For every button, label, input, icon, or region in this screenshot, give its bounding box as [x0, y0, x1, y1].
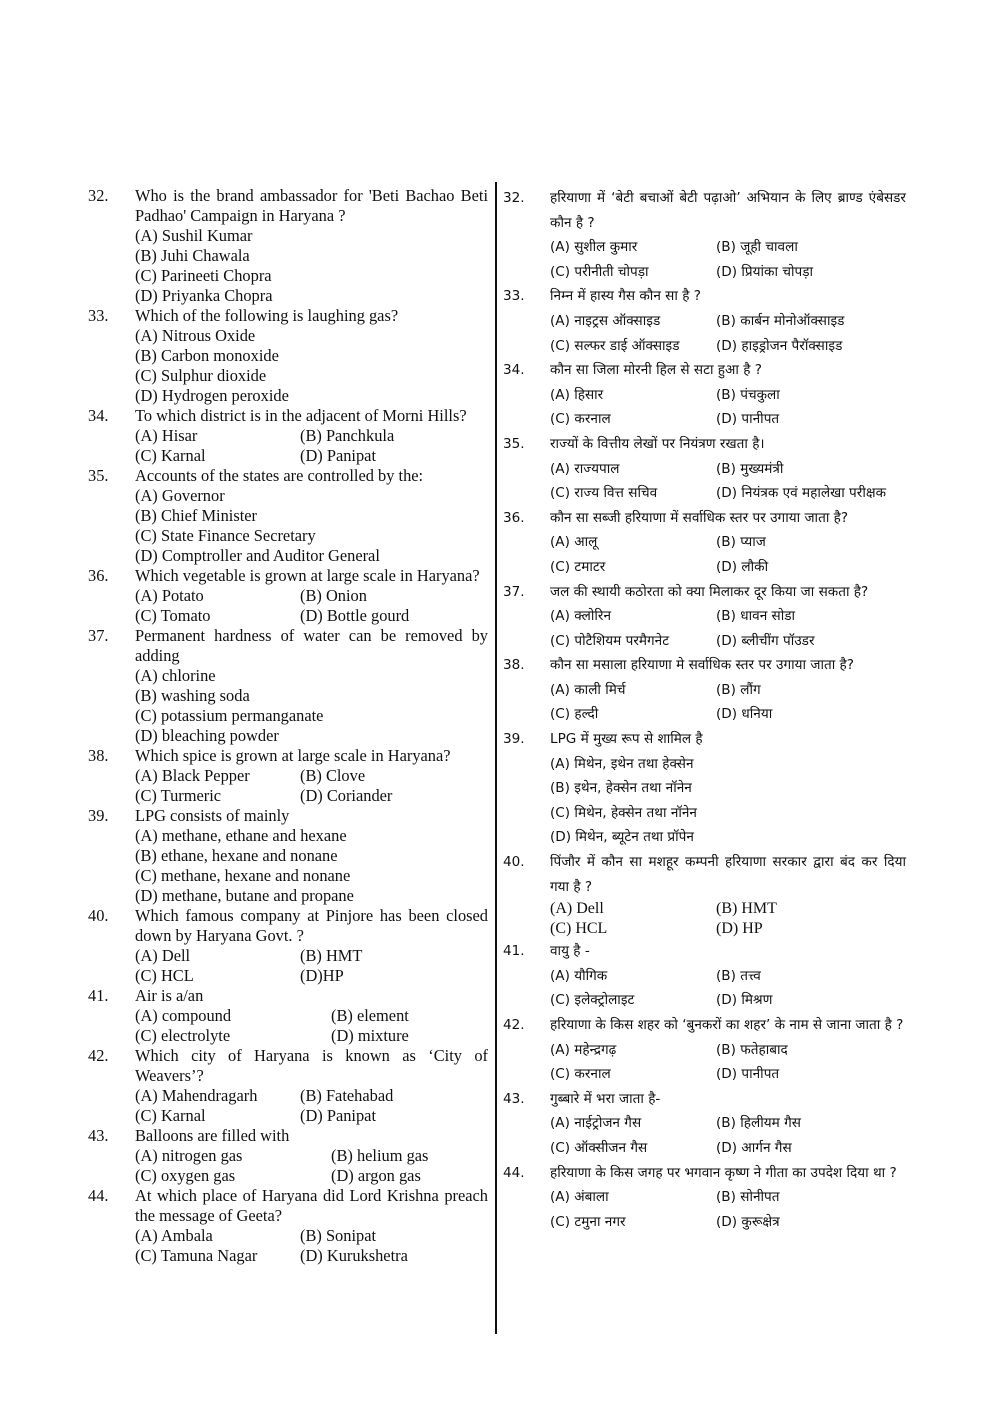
option-a: (A) महेन्द्रगढ़ [550, 1041, 617, 1058]
option-a: (A) Ambala [135, 1226, 213, 1245]
option-a: (A) Sushil Kumar [135, 226, 253, 245]
question-34-en [88, 406, 488, 466]
question-35-hi [503, 432, 906, 506]
question-number: 35. [503, 435, 525, 452]
question-42-hi [503, 1013, 906, 1087]
question-number: 39. [503, 731, 525, 748]
option-c: (C) HCL [550, 920, 608, 938]
option-c: (C) करनाल [550, 1066, 611, 1083]
question-43-hi [503, 1087, 906, 1161]
question-number: 38. [503, 657, 525, 674]
option-d: (D) हाइड्रोजन पैरॉक्साइड [716, 337, 843, 354]
question-text: To which district is in the adjacent of Morni Hills? [135, 406, 467, 425]
option-d: (D) कुरूक्षेत्र [716, 1213, 780, 1230]
option-a: (A) काली मिर्च [550, 681, 626, 698]
question-number: 40. [88, 906, 109, 925]
option-d: (D) धनिया [716, 706, 773, 723]
question-text: Permanent hardness of water can be removed by adding [135, 626, 488, 665]
option-b: (B) Carbon monoxide [135, 346, 279, 365]
option-a: (A) हिसार [550, 386, 604, 403]
option-c: (C) मिथेन, हेक्सेन तथा नॉनेन [550, 804, 697, 821]
option-b: (B) सोनीपत [716, 1189, 780, 1206]
question-text: At which place of Haryana did Lord Krishna preach the message of Geeta? [135, 1186, 488, 1225]
option-b: (B) ethane, hexane and nonane [135, 846, 338, 865]
question-text: Balloons are filled with [135, 1126, 290, 1145]
option-a: (A) राज्यपाल [550, 460, 620, 477]
option-b: (B) Fatehabad [300, 1086, 394, 1105]
option-c: (C) State Finance Secretary [135, 526, 316, 545]
option-b: (B) Panchkula [300, 426, 395, 445]
option-d: (D) Hydrogen peroxide [135, 386, 289, 405]
option-d: (D) Panipat [300, 446, 377, 465]
option-d: (D) मिथेन, ब्यूटेन तथा प्रॉपेन [550, 829, 694, 846]
question-number: 33. [503, 288, 525, 305]
option-d: (D) नियंत्रक एवं महालेखा परीक्षक [716, 485, 887, 502]
option-a: (A) Mahendragarh [135, 1086, 258, 1105]
question-number: 41. [88, 986, 109, 1005]
option-d: (D) Panipat [300, 1106, 377, 1125]
option-b: (B) तत्त्व [716, 967, 761, 984]
option-d: (D) HP [716, 920, 763, 938]
question-text: हरियाणा के किस जगह पर भगवान कृष्ण ने गीता का उपदेश दिया था ? [550, 1164, 897, 1181]
question-33-en [88, 306, 488, 406]
question-number: 42. [88, 1046, 109, 1065]
option-c: (C) Parineeti Chopra [135, 266, 272, 285]
question-text: गुब्बारे में भरा जाता है- [550, 1090, 661, 1107]
option-d: (D) Bottle gourd [300, 606, 410, 625]
option-d: (D) argon gas [331, 1166, 421, 1185]
option-d: (D) Coriander [300, 786, 393, 805]
option-c: (C) पोटैशियम परमैगनेट [550, 632, 670, 649]
question-32-en [88, 186, 488, 306]
option-b: (B) HMT [716, 900, 777, 918]
question-text: राज्यों के वित्तीय लेखों पर नियंत्रण रखता है। [550, 435, 765, 452]
question-text: LPG में मुख्य रूप से शामिल है [550, 731, 703, 748]
option-b: (B) helium gas [331, 1146, 429, 1165]
option-a: (A) यौगिक [550, 967, 608, 984]
option-b: (B) लौंग [716, 681, 761, 698]
option-a: (A) Dell [135, 946, 191, 965]
question-text: वायु है - [550, 943, 590, 960]
option-c: (C) परीनीती चोपड़ा [550, 263, 649, 280]
option-c: (C) Turmeric [135, 786, 222, 805]
option-c: (C) Karnal [135, 446, 206, 465]
question-40-en [88, 906, 488, 986]
option-b: (B) Juhi Chawala [135, 246, 250, 265]
question-38-hi [503, 653, 906, 727]
option-c: (C) Tamuna Nagar [135, 1246, 258, 1265]
option-d: (D) mixture [331, 1026, 409, 1045]
question-text: Which vegetable is grown at large scale in Haryana? [135, 566, 480, 585]
question-37-en [88, 626, 488, 746]
option-c: (C) करनाल [550, 411, 611, 428]
question-text: Who is the brand ambassador for 'Beti Bachao Beti Padhao' Campaign in Haryana ? [135, 186, 488, 225]
question-34-hi [503, 358, 906, 432]
question-number: 36. [88, 566, 109, 585]
option-a: (A) Hisar [135, 426, 198, 445]
option-a: (A) आलू [550, 534, 598, 551]
option-d: (D) पानीपत [716, 411, 780, 428]
option-a: (A) methane, ethane and hexane [135, 826, 347, 845]
option-c: (C) ऑक्सीजन गैस [550, 1139, 648, 1156]
option-d: (D) bleaching powder [135, 726, 279, 745]
option-a: (A) मिथेन, इथेन तथा हेक्सेन [550, 755, 694, 772]
option-b: (B) धावन सोडा [716, 608, 796, 625]
option-b: (B) HMT [300, 946, 363, 965]
question-text: पिंजौर में कौन सा मशहूर कम्पनी हरियाणा सरकार द्वारा बंद कर दिया गया है ? [550, 854, 906, 895]
option-d: (D) Kurukshetra [300, 1246, 408, 1265]
option-d: (D) Comptroller and Auditor General [135, 546, 380, 565]
option-a: (A) Dell [550, 900, 604, 918]
question-number: 41. [503, 943, 525, 960]
question-text: Accounts of the states are controlled by the: [135, 466, 424, 485]
question-number: 34. [503, 362, 525, 379]
question-text: Which spice is grown at large scale in Haryana? [135, 746, 451, 765]
option-d: (D) मिश्रण [716, 992, 773, 1009]
question-text: कौन सा सब्जी हरियाणा में सर्वाधिक स्तर पर उगाया जाता है? [550, 509, 849, 526]
option-c: (C) टमुना नगर [550, 1213, 626, 1230]
option-b: (B) कार्बन मोनोऑक्साइड [716, 312, 845, 329]
option-b: (B) जूही चावला [716, 239, 798, 256]
question-35-en [88, 466, 488, 566]
column-divider [495, 182, 497, 1334]
option-a: (A) अंबाला [550, 1189, 609, 1206]
option-d: (D) प्रियांका चोपड़ा [716, 263, 814, 280]
option-b: (B) मुख्यमंत्री [716, 460, 784, 477]
option-b: (B) element [331, 1006, 409, 1025]
option-b: (B) Onion [300, 586, 367, 605]
question-text: LPG consists of mainly [135, 806, 290, 825]
question-number: 44. [503, 1164, 525, 1181]
question-44-en [88, 1186, 488, 1266]
option-c: (C) potassium permanganate [135, 706, 324, 725]
option-b: (B) प्याज [716, 534, 766, 551]
question-text: Air is a/an [135, 986, 204, 1005]
question-number: 35. [88, 466, 109, 485]
option-b: (B) Sonipat [300, 1226, 377, 1245]
hindi-column [503, 186, 906, 1234]
option-a: (A) Governor [135, 486, 225, 505]
option-c: (C) oxygen gas [135, 1166, 236, 1185]
question-number: 38. [88, 746, 109, 765]
question-text: Which city of Haryana is known as ‘City of Weavers’? [135, 1046, 488, 1085]
option-a: (A) Nitrous Oxide [135, 326, 256, 345]
option-c: (C) HCL [135, 966, 194, 985]
question-text: निम्न में हास्य गैस कौन सा है ? [550, 288, 701, 305]
question-number: 37. [88, 626, 109, 645]
question-number: 36. [503, 509, 525, 526]
option-b: (B) Chief Minister [135, 506, 258, 525]
option-d: (D) आर्गन गैस [716, 1139, 792, 1156]
question-number: 32. [88, 186, 109, 205]
option-d: (D) पानीपत [716, 1066, 780, 1083]
question-number: 43. [503, 1090, 525, 1107]
question-number: 40. [503, 854, 525, 871]
question-37-hi [503, 580, 906, 654]
option-a: (A) nitrogen gas [135, 1146, 243, 1165]
question-text: Which of the following is laughing gas? [135, 306, 399, 325]
question-number: 44. [88, 1186, 109, 1205]
option-b: (B) पंचकुला [716, 386, 780, 403]
question-38-en [88, 746, 488, 806]
option-b: (B) फतेहाबाद [716, 1041, 788, 1058]
option-a: (A) क्लोरिन [550, 608, 611, 625]
question-text: कौन सा मसाला हरियाणा मे सर्वाधिक स्तर पर उगाया जाता है? [550, 657, 854, 674]
question-number: 33. [88, 306, 109, 325]
question-36-hi [503, 506, 906, 580]
option-c: (C) सल्फर डाई ऑक्साइड [550, 337, 680, 354]
option-a: (A) नाईट्रोजन गैस [550, 1115, 642, 1132]
option-c: (C) हल्दी [550, 706, 599, 723]
option-c: (C) इलेक्ट्रोलाइट [550, 992, 635, 1009]
english-column [88, 186, 488, 1266]
option-b: (B) Clove [300, 766, 366, 785]
question-39-hi [503, 727, 906, 850]
option-c: (C) Karnal [135, 1106, 206, 1125]
question-number: 34. [88, 406, 109, 425]
option-a: (A) Black Pepper [135, 766, 250, 785]
question-number: 42. [503, 1017, 525, 1033]
option-a: (A) नाइट्रस ऑक्साइड [550, 312, 661, 329]
question-41-hi [503, 939, 906, 1013]
option-d: (D)HP [300, 966, 344, 985]
option-c: (C) methane, hexane and nonane [135, 866, 351, 885]
option-a: (A) chlorine [135, 666, 216, 685]
question-43-en [88, 1126, 488, 1186]
question-text: हरियाणा के किस शहर को ‘बुनकरों का शहर’ के नाम से जाना जाता है ? [550, 1017, 904, 1033]
option-c: (C) राज्य वित्त सचिव [550, 485, 658, 502]
question-39-en [88, 806, 488, 906]
option-d: (D) methane, butane and propane [135, 886, 354, 905]
question-44-hi [503, 1161, 906, 1235]
option-d: (D) ब्लीचींग पॉउडर [716, 632, 815, 649]
question-text: कौन सा जिला मोरनी हिल से सटा हुआ है ? [550, 362, 762, 379]
question-text: हरियाणा में ‘बेटी बचाओं बेटी पढ़ाओ’ अभियान के लिए ब्राण्ड एंबेसडर कौन है ? [550, 190, 906, 231]
question-36-en [88, 566, 488, 626]
option-c: (C) Tomato [135, 606, 211, 625]
question-40-hi [503, 850, 906, 939]
option-b: (B) washing soda [135, 686, 250, 705]
option-b: (B) इथेन, हेक्सेन तथा नॉनेन [550, 780, 692, 797]
option-a: (A) compound [135, 1006, 232, 1025]
question-number: 32. [503, 190, 525, 206]
question-number: 39. [88, 806, 109, 825]
option-d: (D) Priyanka Chopra [135, 286, 273, 305]
option-c: (C) electrolyte [135, 1026, 231, 1045]
question-41-en [88, 986, 488, 1046]
option-c: (C) टमाटर [550, 558, 606, 575]
option-c: (C) Sulphur dioxide [135, 366, 267, 385]
question-33-hi [503, 284, 906, 358]
option-d: (D) लौकी [716, 558, 769, 575]
question-number: 43. [88, 1126, 109, 1145]
option-b: (B) हिलीयम गैस [716, 1115, 801, 1132]
question-number: 37. [503, 583, 525, 600]
option-a: (A) सुशील कुमार [550, 239, 638, 256]
option-a: (A) Potato [135, 586, 204, 605]
question-text: जल की स्थायी कठोरता को क्या मिलाकर दूर किया जा सकता है? [550, 583, 869, 600]
question-text: Which famous company at Pinjore has been closed down by Haryana Govt. ? [135, 906, 488, 945]
question-42-en [88, 1046, 488, 1126]
question-32-hi [503, 186, 906, 284]
